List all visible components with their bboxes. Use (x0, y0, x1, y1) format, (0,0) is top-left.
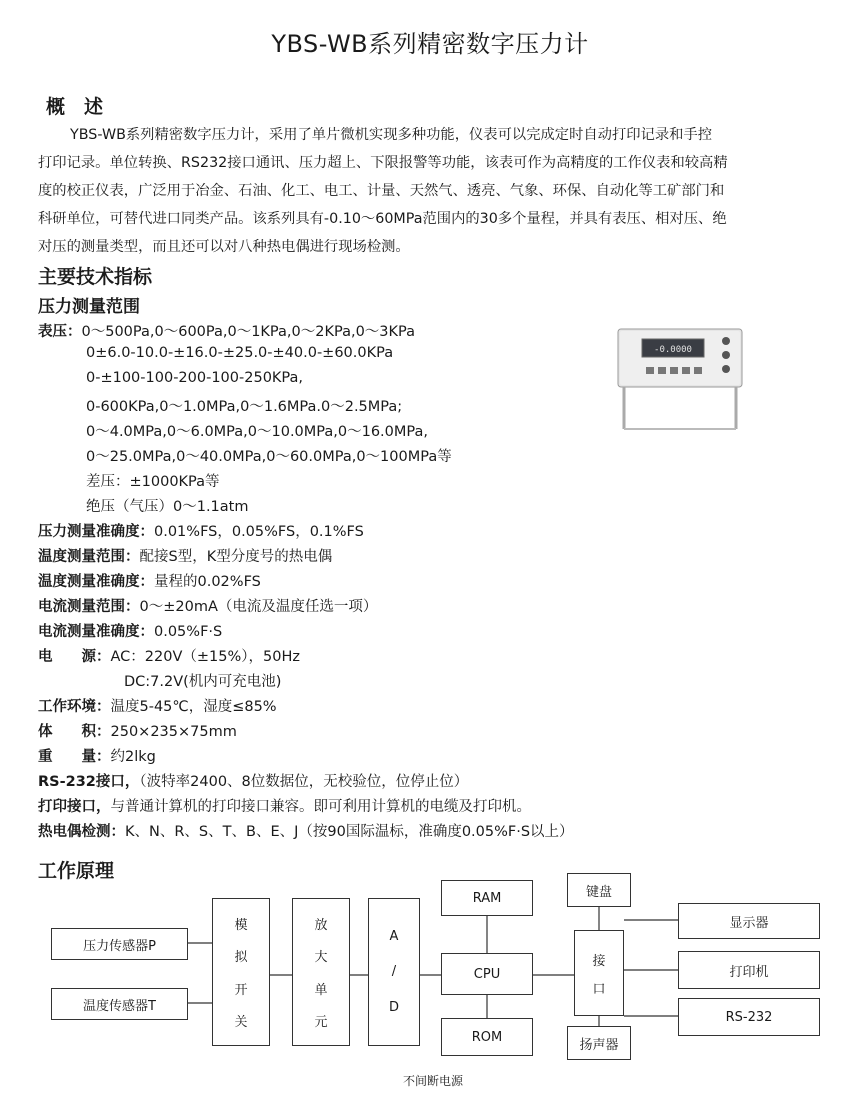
amplifier-char: 单 (314, 982, 328, 998)
spec-label: 打印接口， (38, 799, 111, 815)
spec-value: 与普通计算机的打印接口兼容。即可利用计算机的电缆及打印机。 (110, 799, 531, 815)
analog-switch-box (212, 898, 270, 1046)
spec-value: 0.05%F·S (154, 624, 223, 640)
gauge-line: 0-600KPa,0～1.0MPa,0～1.6MPa.0～2.5MPa; (86, 399, 403, 415)
principle-heading: 工作原理 (38, 860, 115, 882)
spec-value: AC：220V（±15%），50Hz (110, 649, 300, 665)
analog-switch-char: 拟 (234, 950, 248, 966)
spec-label: 温度测量范围： (38, 549, 140, 565)
interface-char: 接 (592, 953, 606, 969)
gauge-line: 0-±100-100-200-100-250KPa, (86, 370, 304, 386)
specs-heading: 主要技术指标 (38, 266, 153, 288)
overview-line: 打印记录。单位转换、RS232接口通讯、压力超上、下限报警等功能，该表可作为高精度的工作仪表和较高精 (38, 155, 728, 171)
display-box: 显示器 (678, 903, 820, 939)
spec-label: 工作环境： (38, 699, 111, 715)
spec-label: 热电偶检测： (38, 824, 125, 840)
spec-value: 250×235×75mm (110, 724, 237, 740)
gauge-label: 表压： (38, 324, 82, 340)
overview-line: 科研单位，可替代进口同类产品。该系列具有-0.10～60MPa范围内的30多个量程，并具有表压、相对压、绝 (38, 211, 727, 227)
printer-box: 打印机 (678, 951, 820, 989)
adc-char: A (389, 929, 399, 945)
gauge-value: 0～500Pa,0～600Pa,0～1KPa,0～2KPa,0～3KPa (81, 324, 416, 340)
spec-value: K、N、R、S、T、B、E、J（按90国际温标，准确度0.05%F·S以上） (125, 824, 574, 840)
spec-label: 压力测量准确度： (38, 524, 154, 540)
amplifier-char: 元 (314, 1015, 328, 1031)
adc-box (368, 898, 420, 1046)
spec-label: RS-232接口， (38, 774, 140, 790)
interface-char: 口 (592, 981, 606, 997)
cpu-box: CPU (441, 953, 533, 995)
spec-label: 电流测量范围： (38, 599, 140, 615)
spec-value: （波特率2400、8位数据位，无校验位，位停止位） (139, 774, 469, 790)
spec-label: 温度测量准确度： (38, 574, 154, 590)
overview-line: 对压的测量类型，而且还可以对八种热电偶进行现场检测。 (38, 239, 410, 255)
ram-box: RAM (441, 880, 533, 916)
rom-box: ROM (441, 1018, 533, 1056)
rs232-box: RS-232 (678, 998, 820, 1036)
keyboard-box: 键盘 (567, 873, 631, 907)
spec-value: 温度5-45℃，湿度≤85% (110, 699, 277, 715)
spec-label: 体 积： (38, 724, 111, 740)
amplifier-char: 大 (314, 950, 328, 966)
spec-label: 电 源： (38, 649, 111, 665)
diff-pressure-line: 差压：±1000KPa等 (86, 474, 220, 490)
analog-switch-char: 关 (234, 1015, 248, 1031)
spec-label: 重 量： (38, 749, 111, 765)
abs-pressure-line: 绝压（气压）0～1.1atm (86, 499, 249, 515)
spec-power-dc: DC:7.2V(机内可充电池) (124, 674, 282, 690)
range-heading: 压力测量范围 (38, 297, 140, 317)
pressure-sensor-box: 压力传感器P (51, 928, 188, 960)
analog-switch-char: 开 (234, 982, 248, 998)
spec-value: 约2lkg (110, 749, 156, 765)
overview-line: 度的校正仪表，广泛用于冶金、石油、化工、电工、计量、天然气、透亮、气象、环保、自动化等工矿部门和 (38, 183, 725, 199)
page-title: YBS-WB系列精密数字压力计 (271, 30, 589, 58)
gauge-line: 0～4.0MPa,0～6.0MPa,0～10.0MPa,0～16.0MPa, (86, 424, 428, 440)
speaker-box: 扬声器 (567, 1026, 631, 1060)
gauge-line: 0～25.0MPa,0～40.0MPa,0～60.0MPa,0～100MPa等 (86, 449, 452, 465)
overview-line: YBS-WB系列精密数字压力计，采用了单片微机实现多种功能，仪表可以完成定时自动打印记录和手控 (70, 127, 713, 143)
amplifier-char: 放 (314, 917, 328, 933)
adc-char: / (391, 964, 397, 980)
gauge-line: 0±6.0-10.0-±16.0-±25.0-±40.0-±60.0KPa (86, 345, 394, 361)
analog-switch-char: 模 (234, 917, 248, 933)
spec-value: 0.01%FS，0.05%FS，0.1%FS (154, 524, 364, 540)
overview-heading: 概 述 (46, 96, 104, 118)
adc-char: D (388, 999, 399, 1015)
spec-value: 量程的0.02%FS (154, 574, 261, 590)
interface-box (574, 930, 624, 1016)
spec-value: 0～±20mA（电流及温度任选一项） (139, 599, 378, 615)
ups-caption: 不间断电源 (403, 1074, 464, 1088)
device-display-text: -0.0000 (654, 345, 692, 355)
spec-label: 电流测量准确度： (38, 624, 154, 640)
spec-value: 配接S型，K型分度号的热电偶 (139, 549, 333, 565)
temp-sensor-box: 温度传感器T (51, 988, 188, 1020)
amplifier-box (292, 898, 350, 1046)
